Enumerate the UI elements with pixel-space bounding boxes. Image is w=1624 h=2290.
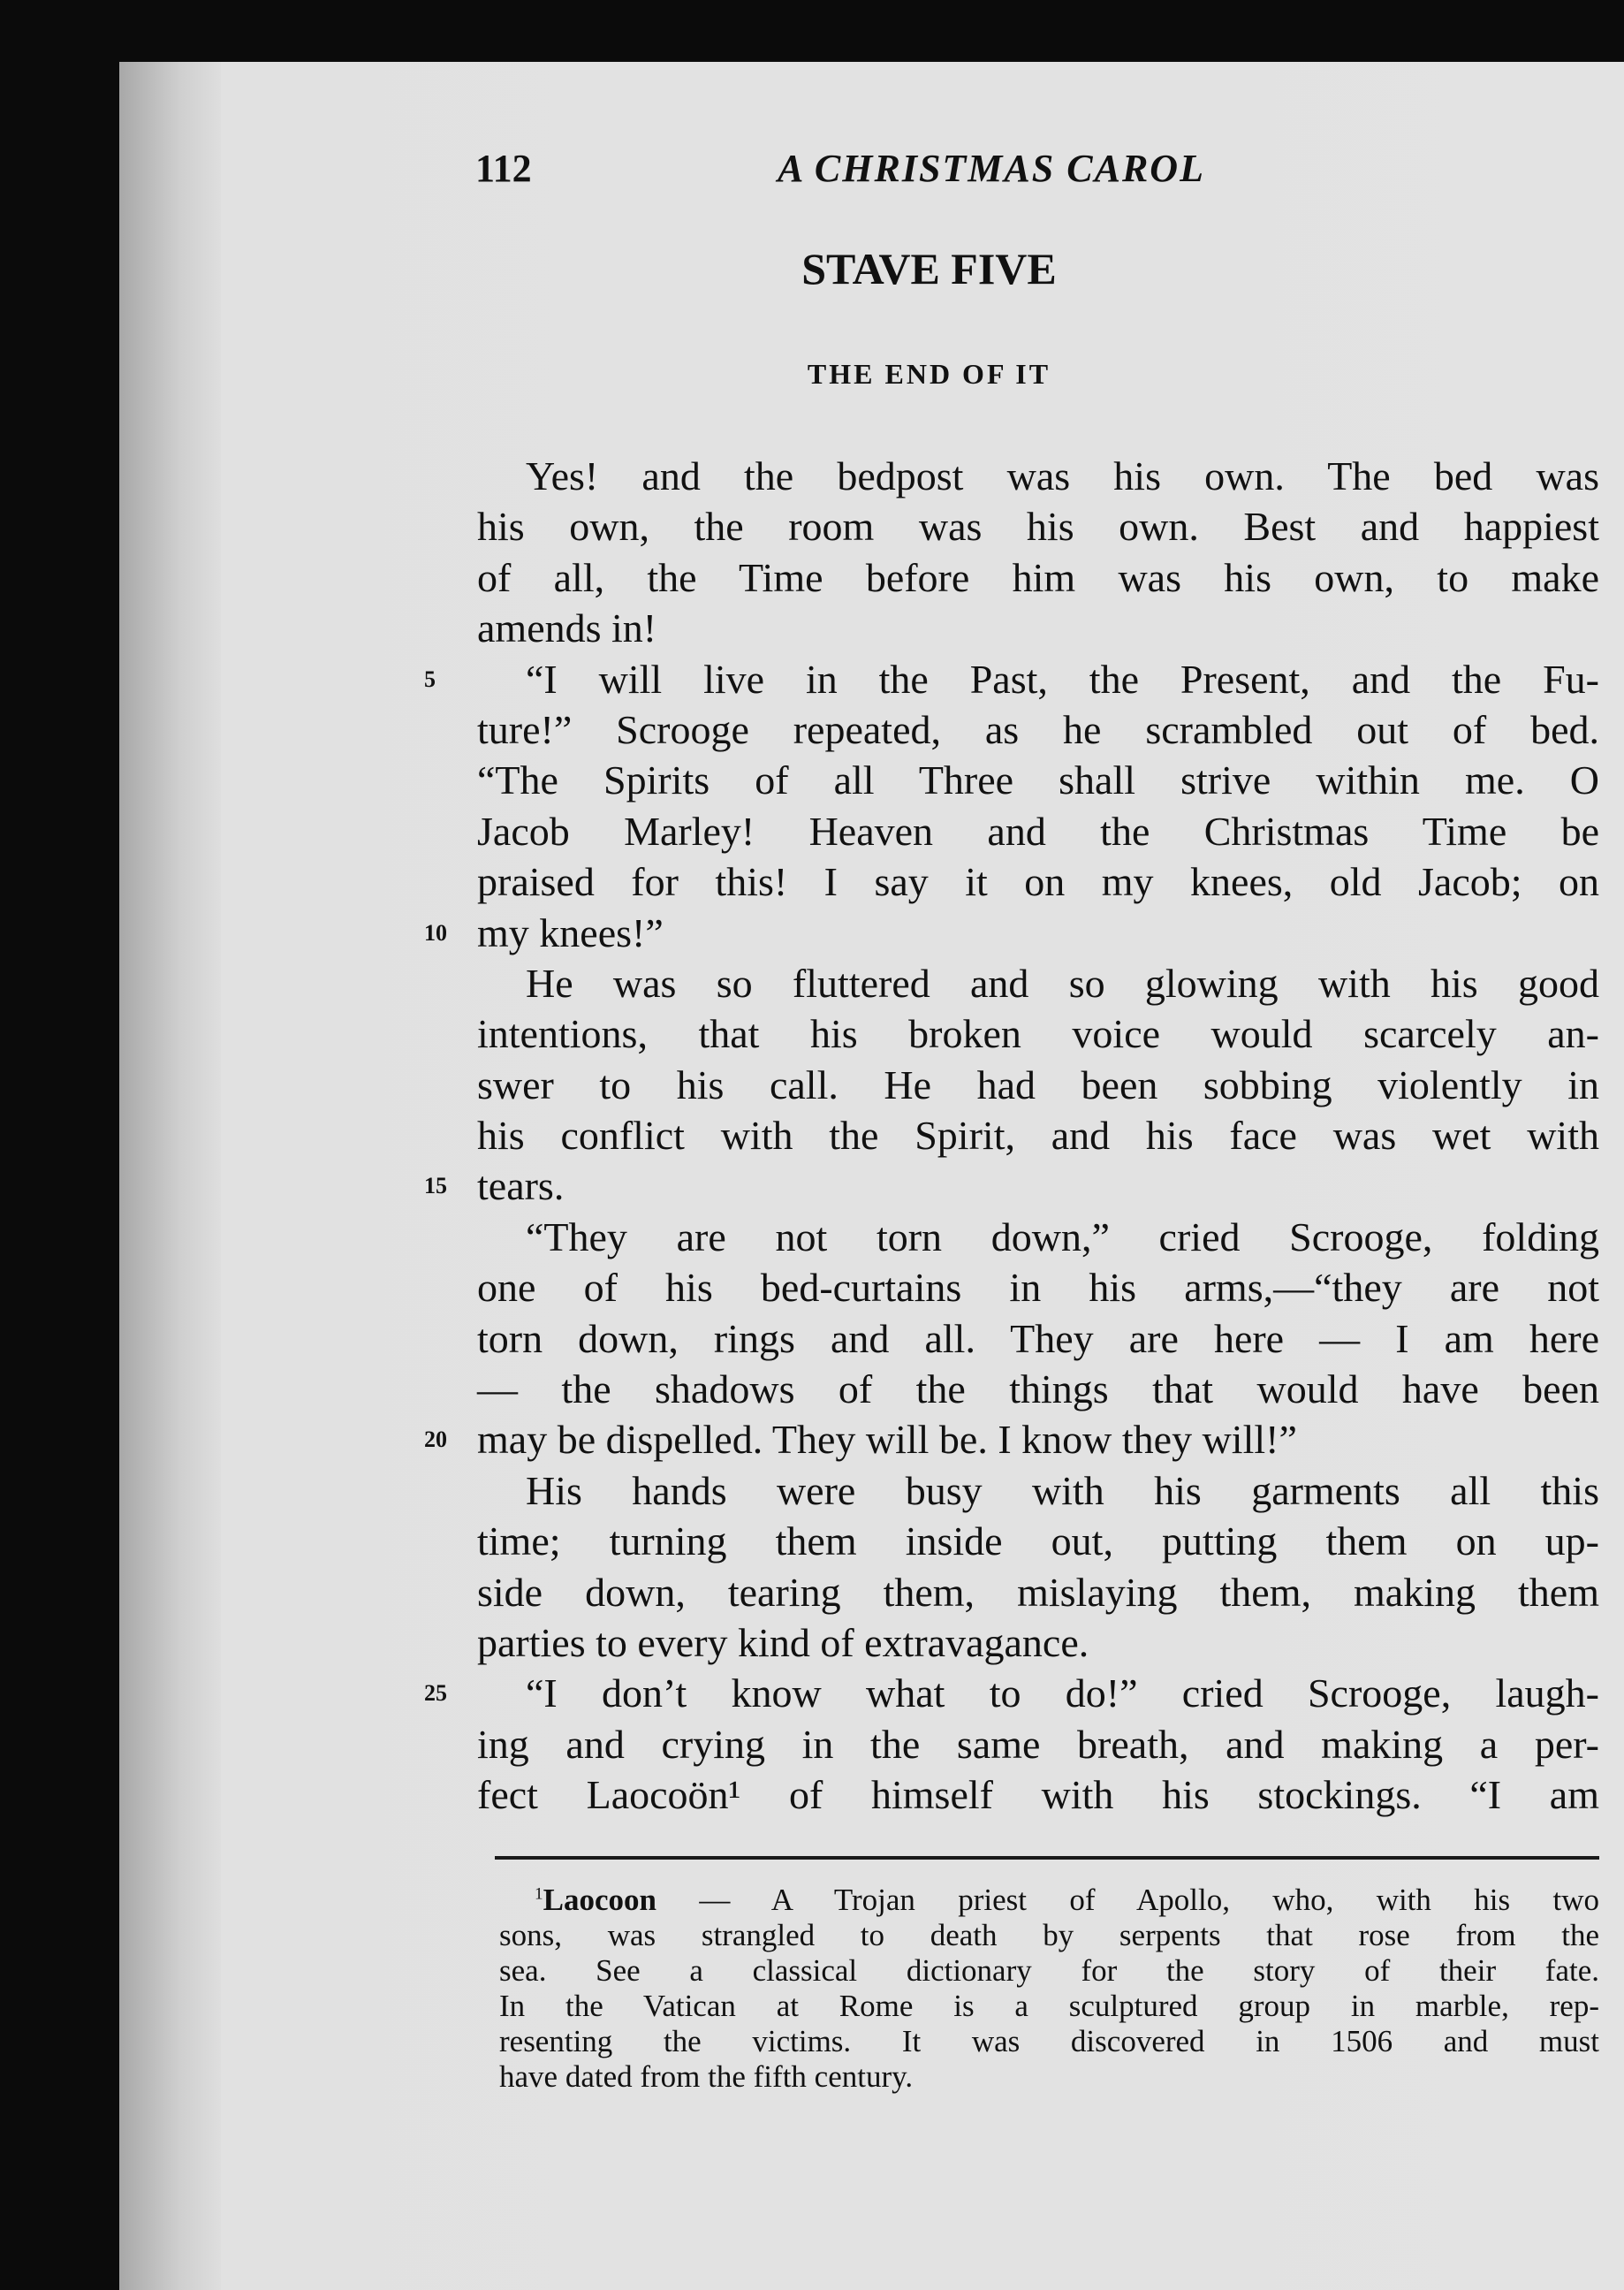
line-text: — the shadows of the things that would have been	[477, 1366, 1599, 1412]
chapter-subtitle: THE END OF IT	[807, 358, 1051, 390]
line-text: ture!” Scrooge repeated, as he scrambled out of bed.	[477, 706, 1599, 752]
line-text: of all, the Time before him was his own, to make	[477, 554, 1599, 600]
line-text: swer to his call. He had been sobbing violently in	[477, 1061, 1599, 1107]
line-text: one of his bed-curtains in his arms,—“they are not	[477, 1265, 1599, 1311]
text-line	[477, 1465, 1599, 1516]
line-text: He was so fluttered and so glowing with his good	[526, 960, 1599, 1006]
line-text: Yes! and the bedpost was his own. The bed was	[526, 453, 1599, 498]
text-line	[477, 856, 1599, 907]
line-text: ing and crying in the same breath, and making a per-	[477, 1721, 1599, 1767]
text-line	[477, 1364, 1599, 1414]
line-text: His hands were busy with his garments all this	[526, 1467, 1599, 1513]
text-line	[477, 1060, 1599, 1110]
text-line	[477, 704, 1599, 755]
footnote-line: resenting the victims. It was discovered in 1506 and must	[499, 2024, 1599, 2058]
line-number: 10	[424, 919, 447, 946]
text-line	[424, 1668, 1599, 1718]
line-text: “The Spirits of all Three shall strive within me. O	[477, 757, 1599, 803]
line-text: his conflict with the Spirit, and his face was wet with	[477, 1113, 1599, 1159]
line-text: time; turning them inside out, putting them on up-	[477, 1518, 1599, 1564]
text-line	[477, 755, 1599, 805]
line-number: 5	[424, 666, 436, 692]
footnote-marker: 1	[535, 1884, 543, 1904]
page-gutter	[119, 62, 221, 2290]
line-number: 15	[424, 1173, 447, 1199]
text-line	[424, 908, 1599, 958]
text-line	[477, 1617, 1599, 1668]
line-text: intentions, that his broken voice would scarcely an-	[477, 1011, 1599, 1057]
text-line	[477, 1567, 1599, 1617]
line-text: fect Laocoön¹ of himself with his stockings. “I am	[477, 1772, 1599, 1818]
text-line	[477, 1769, 1599, 1820]
line-text: “I don’t know what to do!” cried Scrooge, laugh-	[526, 1670, 1599, 1716]
line-text: my knees!”	[477, 909, 664, 955]
line-text: tears.	[477, 1163, 565, 1209]
running-title: A CHRISTMAS CAROL	[778, 147, 1205, 190]
text-line	[477, 552, 1599, 603]
line-text: torn down, rings and all. They are here — I am here	[477, 1315, 1599, 1361]
page-number: 112	[475, 147, 532, 190]
text-line	[477, 1313, 1599, 1364]
footnotes	[499, 1883, 1599, 2095]
text-line	[477, 1110, 1599, 1160]
text-line	[477, 1719, 1599, 1769]
footnote-term: Laocoon	[543, 1883, 656, 1917]
text-line	[477, 451, 1599, 501]
line-text: “I will live in the Past, the Present, and the Fu-	[526, 656, 1599, 702]
line-text: may be dispelled. They will be. I know they will!”	[477, 1417, 1297, 1463]
line-text: his own, the room was his own. Best and happiest	[477, 504, 1599, 550]
text-line	[477, 806, 1599, 856]
line-text: praised for this! I say it on my knees, old Jacob; on	[477, 859, 1599, 905]
text-line	[477, 1008, 1599, 1059]
line-number: 20	[424, 1426, 447, 1453]
text-line	[477, 958, 1599, 1008]
footnote-rule	[495, 1856, 1599, 1860]
text-line	[477, 603, 1599, 653]
chapter-title: STAVE FIVE	[801, 244, 1057, 293]
running-header	[119, 146, 1624, 208]
footnote-text: — A Trojan priest of Apollo, who, with his two	[656, 1883, 1599, 1917]
body-text	[424, 451, 1599, 1821]
footnote-line: sons, was strangled to death by serpents that rose from the	[499, 1918, 1599, 1952]
line-text: parties to every kind of extravagance.	[477, 1619, 1089, 1665]
line-text: side down, tearing them, mislaying them, making them	[477, 1569, 1599, 1615]
footnote-line: In the Vatican at Rome is a sculptured group in marble, rep-	[499, 1989, 1599, 2023]
footnote-line	[499, 1883, 1599, 1918]
text-line	[477, 501, 1599, 552]
text-line	[424, 654, 1599, 704]
line-text: “They are not torn down,” cried Scrooge, folding	[526, 1213, 1599, 1259]
line-text: Jacob Marley! Heaven and the Christmas Time be	[477, 808, 1599, 854]
text-line	[477, 1262, 1599, 1312]
footnote-line: sea. See a classical dictionary for the story of their fate.	[499, 1953, 1599, 1988]
text-line	[477, 1212, 1599, 1262]
text-line	[477, 1516, 1599, 1566]
footnote-line: have dated from the fifth century.	[499, 2059, 914, 2094]
line-text: amends in!	[477, 605, 657, 651]
text-line	[424, 1160, 1599, 1211]
line-number: 25	[424, 1680, 447, 1707]
text-line	[424, 1414, 1599, 1465]
book-page	[119, 62, 1624, 2290]
